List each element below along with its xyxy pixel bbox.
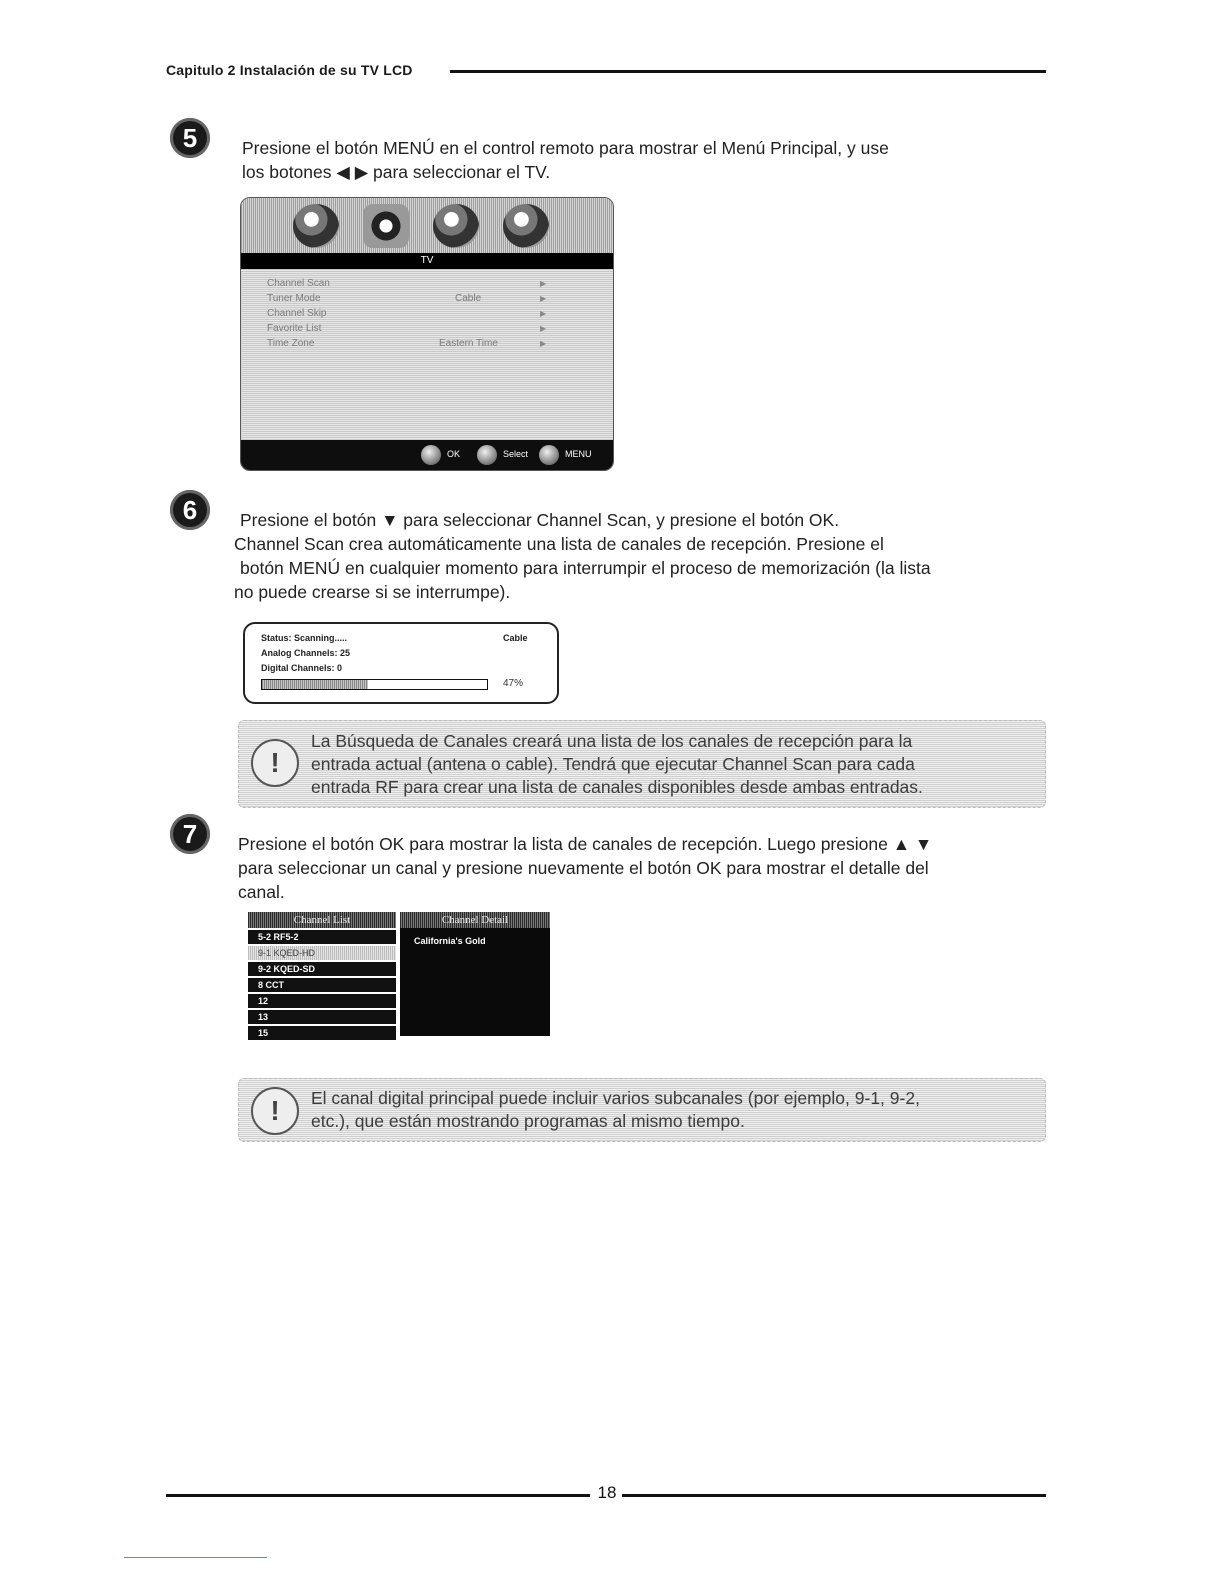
menu-item-channel-skip[interactable]: Channel Skip ▶ [267, 308, 547, 319]
scan-progress-text: 47% [503, 678, 524, 689]
header-rule [450, 70, 1046, 73]
ok-button-icon [421, 445, 441, 465]
step-7-line-3: canal. [238, 882, 285, 902]
scan-status-box [243, 622, 559, 704]
arrow-right-icon: ▶ [540, 339, 547, 348]
footer-divider [124, 1557, 267, 1558]
channel-list-panel [248, 912, 396, 1038]
arrow-right-icon: ▶ [540, 279, 547, 288]
step-5-line-1: Presione el botón MENÚ en el control remoto para mostrar el Menú Principal, y use [242, 138, 889, 158]
channel-list-title: Channel List [248, 912, 396, 928]
scan-source: Cable [503, 633, 528, 643]
step-7-text [238, 832, 932, 904]
note-2-line-1: El canal digital principal puede incluir varios subcanales (por ejemplo, 9-1, 9-2, [311, 1088, 920, 1108]
chapter-title: Capitulo 2 Instalación de su TV LCD [166, 62, 413, 78]
channel-detail-panel [400, 912, 550, 1036]
tv-menu-screenshot [240, 197, 614, 471]
scan-progress-bar [261, 679, 488, 690]
picture-menu-icon [293, 204, 339, 248]
audio-menu-icon [363, 204, 409, 248]
menu-item-tuner-mode[interactable]: Tuner Mode Cable ▶ [267, 293, 547, 304]
warning-icon: ! [251, 739, 299, 787]
note-box-1 [238, 720, 1046, 808]
note-2-text [311, 1087, 920, 1133]
channel-list-item[interactable]: 15 [248, 1026, 396, 1040]
arrow-right-icon: ▶ [540, 294, 547, 303]
select-button-icon [477, 445, 497, 465]
channel-list-item[interactable]: 5-2 RF5-2 [248, 930, 396, 944]
scan-status: Status: Scanning..... [261, 633, 348, 643]
channel-list-item[interactable]: 13 [248, 1010, 396, 1024]
arrow-right-icon: ▶ [540, 324, 547, 333]
tv-menu-title: TV [241, 253, 613, 269]
arrow-right-icon: ▶ [540, 309, 547, 318]
scan-progress-fill [262, 680, 368, 689]
warning-icon: ! [251, 1087, 299, 1135]
step-7-line-2: para seleccionar un canal y presione nuevamente el botón OK para mostrar el detalle del [238, 858, 929, 878]
step-6-badge: 6 [170, 490, 210, 530]
menu-button-icon [539, 445, 559, 465]
step-6-text [234, 508, 931, 604]
step-6-line-1: Presione el botón ▼ para seleccionar Channel Scan, y presione el botón OK. [240, 510, 840, 530]
channel-list-item[interactable]: 8 CCT [248, 978, 396, 992]
channel-detail-title: Channel Detail [400, 912, 550, 928]
setup-menu-icon [503, 204, 549, 248]
note-box-2 [238, 1078, 1046, 1142]
tv-menu-items [267, 276, 597, 351]
step-6-line-2: Channel Scan crea automáticamente una lista de canales de recepción. Presione el [234, 534, 884, 554]
step-5-line-2: los botones ◀ ▶ para seleccionar el TV. [242, 162, 551, 182]
digital-channels: Digital Channels: 0 [261, 663, 343, 673]
step-7-badge: 7 [170, 814, 210, 854]
step-6-line-3: botón MENÚ en cualquier momento para interrumpir el proceso de memorización (la lista [240, 558, 931, 578]
menu-label: MENU [565, 449, 592, 459]
menu-item-favorite-list[interactable]: Favorite List ▶ [267, 323, 547, 334]
page-number: 18 [597, 1483, 617, 1502]
menu-item-channel-scan[interactable]: Channel Scan ▶ [267, 278, 547, 289]
note-1-line-2: entrada actual (antena o cable). Tendrá que ejecutar Channel Scan para cada [311, 754, 915, 774]
channel-list-item-selected[interactable]: 9-1 KQED-HD [248, 946, 396, 960]
select-label: Select [503, 449, 529, 459]
tv-menu-icon [433, 204, 479, 248]
step-5-text [242, 136, 889, 184]
step-6-line-4: no puede crearse si se interrumpe). [234, 582, 511, 602]
ok-label: OK [447, 449, 461, 459]
channel-list-item[interactable]: 9-2 KQED-SD [248, 962, 396, 976]
note-1-text [311, 730, 923, 799]
note-2-line-2: etc.), que están mostrando programas al mismo tiempo. [311, 1111, 745, 1131]
menu-icon-bar [241, 198, 613, 253]
tv-menu-footer [241, 440, 613, 470]
footer-rule-left [166, 1494, 590, 1497]
channel-list-item[interactable]: 12 [248, 994, 396, 1008]
analog-channels: Analog Channels: 25 [261, 648, 351, 658]
menu-item-time-zone[interactable]: Time Zone Eastern Time ▶ [267, 338, 547, 349]
step-5-badge: 5 [170, 118, 210, 158]
step-7-line-1: Presione el botón OK para mostrar la lista de canales de recepción. Luego presione ▲ ▼ [238, 834, 933, 854]
note-1-line-1: La Búsqueda de Canales creará una lista de los canales de recepción para la [311, 731, 913, 751]
footer-rule-right [622, 1494, 1046, 1497]
note-1-line-3: entrada RF para crear una lista de canales disponibles desde ambas entradas. [311, 777, 923, 797]
channel-detail-text: California's Gold [414, 936, 486, 946]
